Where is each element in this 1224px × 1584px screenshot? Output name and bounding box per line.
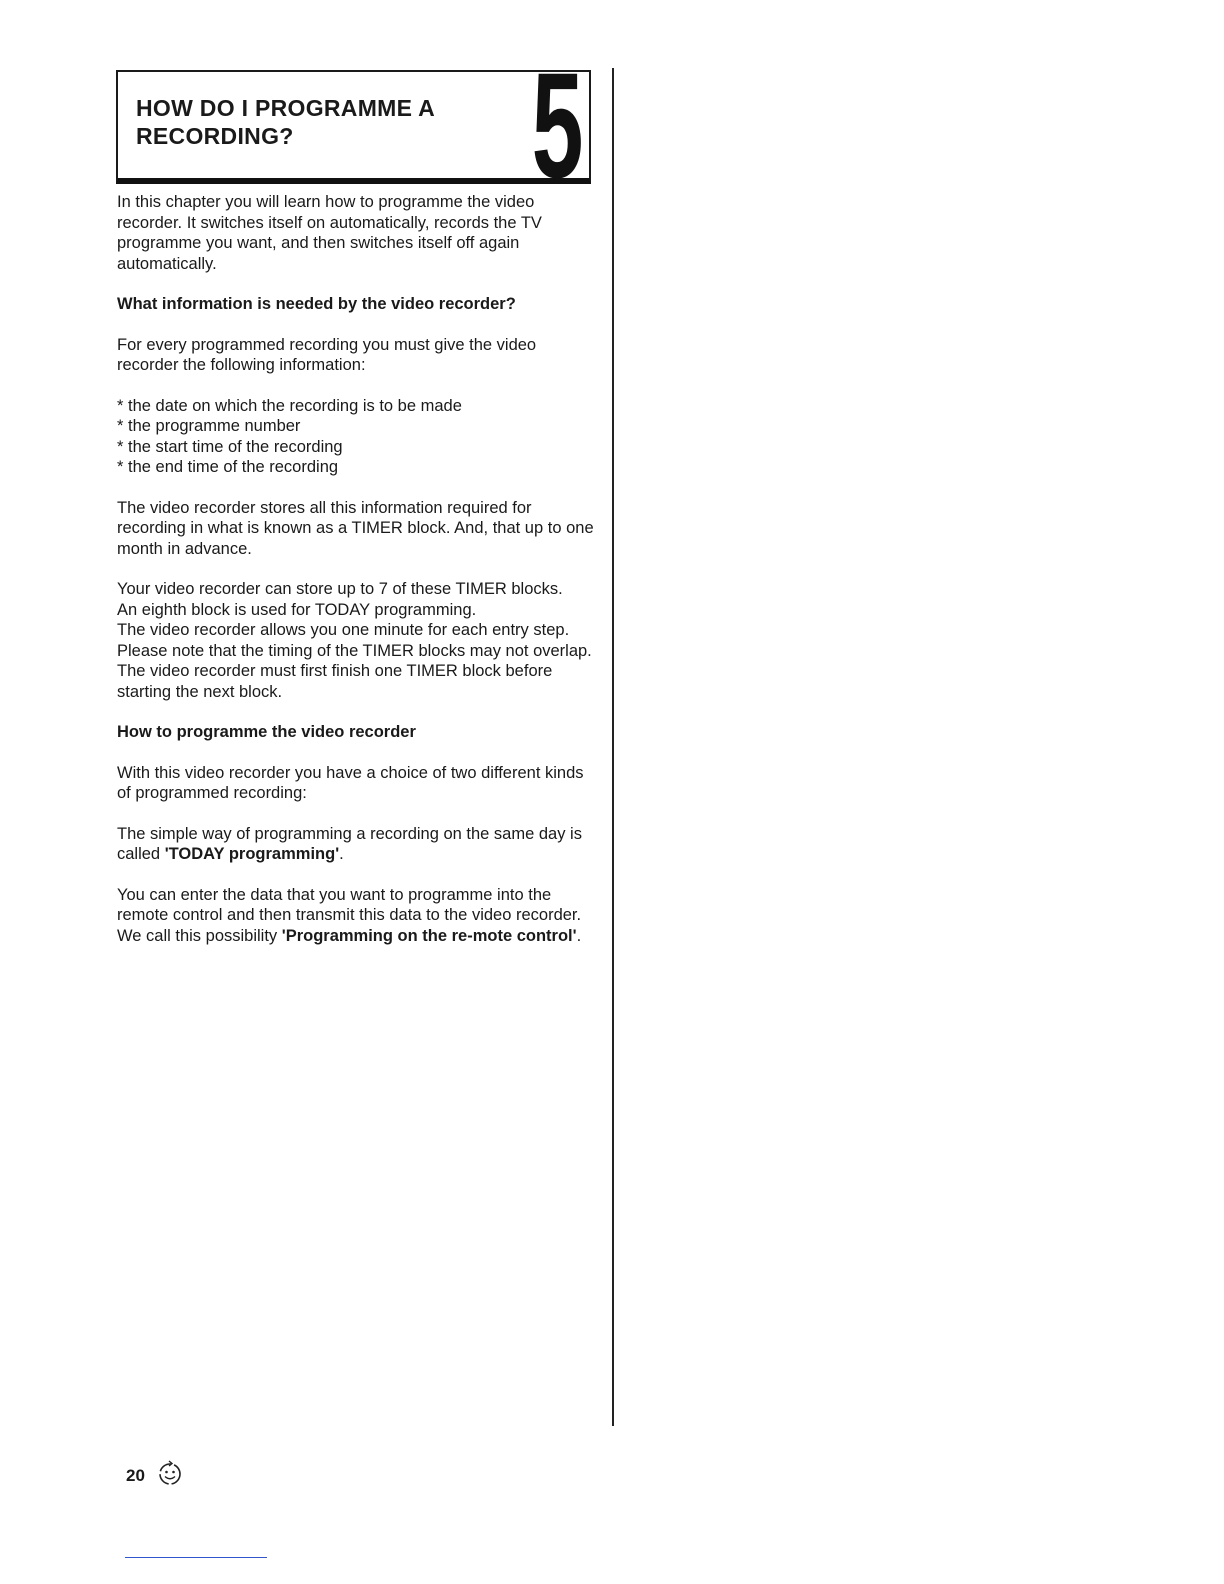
note-line: Your video recorder can store up to 7 of these TIMER blocks. (117, 580, 563, 598)
section-heading-information: What information is needed by the video recorder? (117, 295, 516, 313)
today-text: The simple way of programming a recording on the same day is called (117, 824, 582, 863)
page-footer (126, 1458, 185, 1493)
today-term: 'TODAY programming' (164, 845, 340, 863)
chapter-header (116, 41, 591, 209)
today-programming-paragraph (117, 824, 595, 865)
column-divider (612, 68, 614, 1426)
note-line: The video recorder allows you one minute for each entry step. (117, 621, 570, 639)
remote-term: 'Programming on the re-mote control' (281, 926, 577, 945)
note-line: An eighth block is used for TODAY programming. (117, 600, 477, 619)
today-end: . (339, 845, 344, 863)
timer-block-notes (117, 579, 595, 702)
page-number: 20 (126, 1465, 145, 1485)
list-item: * the programme number (117, 417, 301, 435)
information-list (117, 396, 595, 478)
choice-paragraph: With this video recorder you have a choice of two different kinds of programmed recording: (117, 763, 584, 802)
note-line: Please note that the timing of the TIMER blocks may not overlap. The video recorder must first finish one TIMER block before starting the next block. (117, 641, 592, 701)
main-content (117, 192, 595, 946)
list-item: * the end time of the recording (117, 458, 339, 476)
recycle-face-icon (155, 1458, 185, 1493)
list-item: * the start time of the recording (117, 437, 343, 456)
list-item: * the date on which the recording is to be made (117, 396, 462, 415)
intro-paragraph: In this chapter you will learn how to programme the video recorder. It switches itself on automatically, records the TV programme you want, and then switches itself off again automatically. (117, 193, 542, 273)
information-intro: For every programmed recording you must give the video recorder the following information: (117, 335, 537, 374)
remote-end: . (576, 926, 582, 945)
remote-text: You can enter the data that you want to programme into the remote control and then transmit this data to the video recorder. We call this possibility (117, 885, 582, 945)
chapter-title: HOW DO I PROGRAMME A RECORDING? (136, 95, 435, 149)
bottom-divider (125, 1557, 267, 1558)
section-heading-how-to: How to programme the video recorder (117, 723, 416, 741)
chapter-number: 5 (531, 41, 583, 209)
timer-block-paragraph: The video recorder stores all this information required for recording in what is known as a TIMER block. And, that up to one month in advance. (117, 498, 594, 558)
remote-programming-paragraph (117, 885, 595, 947)
